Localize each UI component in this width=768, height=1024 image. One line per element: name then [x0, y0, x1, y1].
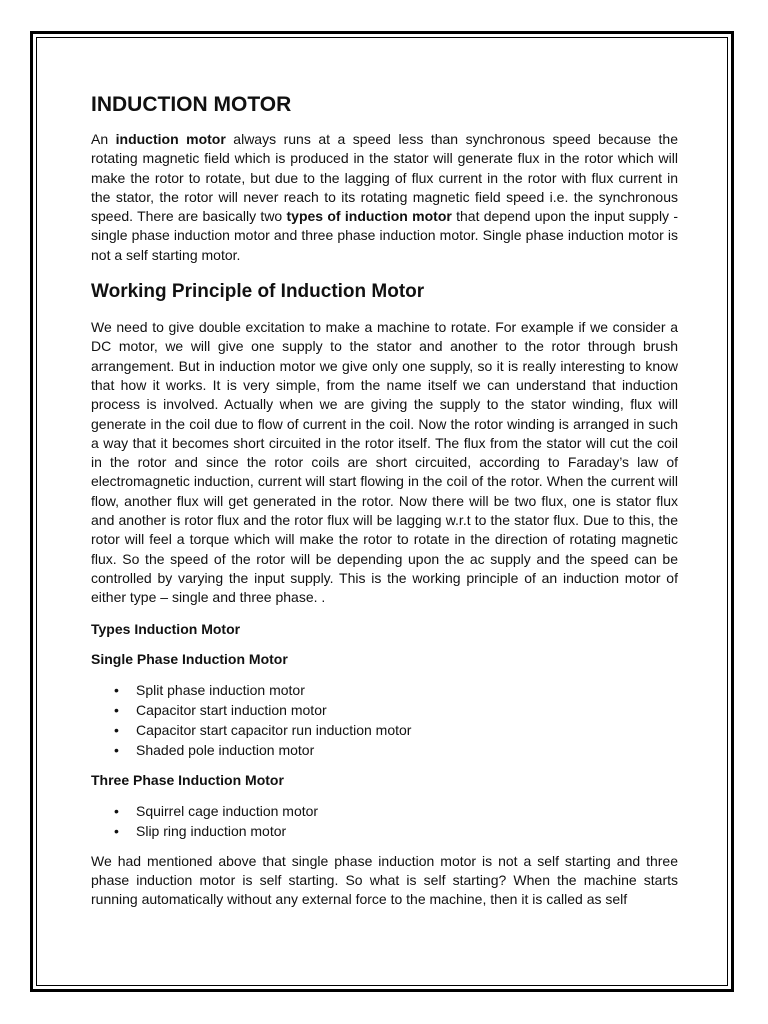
bullet-icon: • — [114, 741, 119, 758]
working-principle-paragraph: We need to give double excitation to make a machine to rotate. For example if we consider a DC motor, we will give one supply to the stator and another to the rotor through brush arrangement. But in induction motor we give only one supply, so it is really interesting to know that how it works. It is very simple, from the name itself we can understand that induction process is involved. Actually when we are giving the supply to the stator winding, flux will generate in the coil due to flow of current in the coil. Now the rotor winding is arranged in such a way that it becomes short circuited in the rotor itself. The flux from the stator will cut the coil in the rotor and since the rotor coils are short circuited, according to Faraday’s law of electromagnetic induction, current will start flowing in the coil of the rotor. When the current will flow, another flux will get generated in the rotor. Now there will be two flux, one is stator flux and another is rotor flux and the rotor flux will be lagging w.r.t to the stator flux. Due to this, the rotor will feel a torque which will make the rotor to rotate in the direction of rotating magnetic flux. So the speed of the rotor will be depending upon the ac supply and the speed can be controlled by varying the input supply. This is the working principle of an induction motor of either type – single and three phase. . — [91, 319, 678, 606]
list-item: • Slip ring induction motor — [114, 822, 287, 839]
document-body — [91, 92, 678, 909]
list-item: • Squirrel cage induction motor — [114, 802, 319, 819]
list-item: • Split phase induction motor — [114, 681, 305, 698]
intro-bold-induction-motor: induction motor — [115, 131, 226, 147]
working-principle-heading: Working Principle of Induction Motor — [91, 281, 425, 303]
list-item: • Capacitor start induction motor — [114, 701, 327, 718]
bullet-icon: • — [114, 721, 119, 738]
list-item: • Shaded pole induction motor — [114, 741, 315, 758]
self-starting-paragraph: We had mentioned above that single phase induction motor is not a self starting and three phase induction motor is self starting. So what is self starting? When the machine starts running automatically without any external force to the machine, then it is called as self — [91, 852, 678, 908]
intro-paragraph: An induction motor always runs at a speed less than synchronous speed because the rotating magnetic field which is produced in the stator will generate flux in the rotor which will make the rotor to rotate, but due to the lagging of flux current in the rotor with flux current in the stator, the rotor will never reach to its rotating magnetic field speed i.e. the synchronous speed. There are basically two types of induction motor that depend upon the input supply - single phase induction motor and three phase induction motor. Single phase induction motor is not a self starting motor. — [91, 131, 679, 263]
bullet-icon: • — [114, 681, 119, 698]
three-phase-heading: Three Phase Induction Motor — [91, 771, 284, 788]
types-heading: Types Induction Motor — [91, 620, 241, 637]
bullet-icon: • — [114, 802, 119, 819]
bullet-icon: • — [114, 701, 119, 718]
single-phase-list — [91, 680, 678, 760]
intro-bold-types: types of induction motor — [286, 208, 452, 225]
single-phase-heading: Single Phase Induction Motor — [91, 650, 288, 667]
document-title: INDUCTION MOTOR — [91, 93, 292, 116]
three-phase-list — [91, 801, 678, 841]
bullet-icon: • — [114, 822, 119, 839]
list-item: • Capacitor start capacitor run induction motor — [114, 721, 412, 738]
